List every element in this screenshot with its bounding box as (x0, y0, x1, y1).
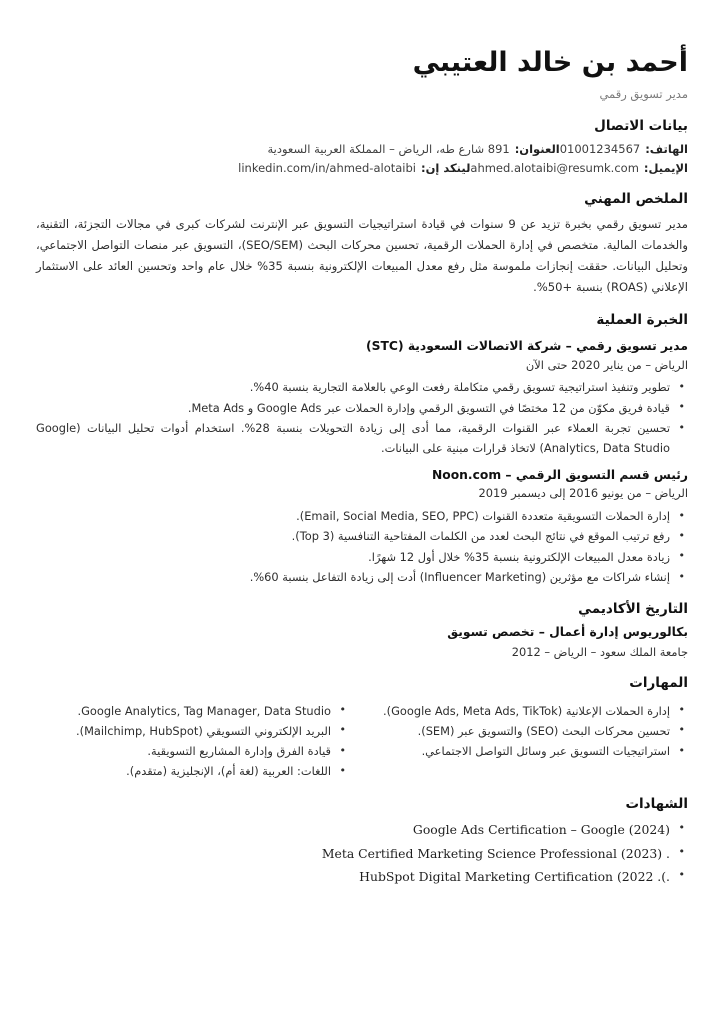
education-degree: بكالوريوس إدارة أعمال – تخصص تسويق (447, 624, 688, 639)
contact-address (36, 140, 560, 159)
experience-bullet-list (36, 377, 688, 458)
experience-bullet: • زيادة معدل المبيعات الإلكترونية بنسبة 35% خلال أول 12 شهرًا. (36, 547, 688, 567)
summary-text: مدير تسويق رقمي بخبرة تزيد عن 9 سنوات في قيادة استراتيجيات التسويق عبر الإنترنت لشركات كبرى في مجالات التجزئة، التقنية، والخدمات المالية. متخصص في إدارة الحملات الرقمية، تحسين محركات البحث (SEO/SEM)، التسويق عبر منصات التواصل الاجتماعي، وتحليل البيانات. حققت إنجازات ملموسة مثل رفع معدل المبيعات الإلكترونية بنسبة 35% خلال عام واحد وتحسين العائد على الاستثمار الإعلاني (ROAS) بنسبة +50%. (36, 217, 689, 295)
contact-row (36, 159, 688, 178)
experience-bullet: • قيادة فريق مكوّن من 12 مختصًا في التسويق الرقمي وإدارة الحملات عبر Google Ads و Meta Ads. (36, 398, 688, 418)
skill-item: • اللغات: العربية (لغة أم)، الإنجليزية (متقدم). (36, 761, 349, 781)
experience-bullet: • رفع ترتيب الموقع في نتائج البحث لعدد من الكلمات المفتاحية التنافسية (Top 3). (36, 526, 688, 546)
skills-column-right (375, 698, 688, 782)
skills-columns (36, 698, 688, 782)
contact-email-value[interactable]: ahmed.alotaibi@resumk.com (470, 160, 639, 175)
experience-item (36, 338, 688, 459)
section-experience (36, 312, 688, 587)
skill-item: • Google Analytics, Tag Manager, Data Studio. (36, 701, 349, 721)
experience-bullet: • تحسين تجربة العملاء عبر القنوات الرقمية، مما أدى إلى زيادة التحويلات بنسبة 28%. استخدام أدوات تحليل البيانات (Google Analytics, Data Studio) لاتخاذ قرارات مبنية على البيانات. (36, 418, 688, 459)
education-meta: جامعة الملك سعود – الرياض – 2012 (511, 644, 688, 659)
skill-item: • استراتيجيات التسويق عبر وسائل التواصل الاجتماعي. (375, 741, 688, 761)
contact-linkedin-label: لينكد إن: (420, 160, 471, 175)
experience-bullet: • تطوير وتنفيذ استراتيجية تسويق رقمي متكاملة رفعت الوعي بالعلامة التجارية بنسبة 40%. (36, 377, 688, 397)
contact-phone-value: 01001234567 (559, 142, 641, 157)
resume-header (36, 46, 688, 102)
experience-bullet: • إدارة الحملات التسويقية متعددة القنوات (Email, Social Media, SEO, PPC). (36, 506, 688, 526)
contact-linkedin (36, 159, 470, 178)
contact-address-label: العنوان: (514, 142, 560, 157)
skill-item: • قيادة الفرق وإدارة المشاريع التسويقية. (36, 741, 349, 761)
experience-meta: الرياض – من يناير 2020 حتى الآن (525, 357, 688, 372)
experience-heading: رئيس قسم التسويق الرقمي – Noon.com (431, 467, 688, 482)
contact-address-value: 891 شارع طه، الرياض – المملكة العربية السعودية (267, 142, 510, 157)
certification-item: • Meta Certified Marketing Science Professional (2023) . (36, 842, 688, 866)
certification-item: • Google Ads Certification – Google (2024) (36, 818, 688, 842)
section-title-education: التاريخ الأكاديمي (578, 601, 688, 618)
section-title-skills: المهارات (629, 674, 688, 691)
contact-linkedin-value[interactable]: linkedin.com/in/ahmed-alotaibi (238, 160, 416, 175)
skills-list-left (36, 701, 349, 782)
contact-phone (560, 140, 688, 159)
experience-heading: مدير تسويق رقمي – شركة الاتصالات السعودية (STC) (366, 338, 688, 353)
experience-bullet: • إنشاء شراكات مع مؤثرين (Influencer Marketing) أدت إلى زيادة التفاعل بنسبة 60%. (36, 567, 688, 587)
certifications-list (36, 818, 688, 889)
section-contact (36, 118, 688, 178)
section-title-summary: الملخص المهني (584, 191, 688, 208)
experience-bullet-list (36, 506, 688, 587)
experience-item (36, 467, 688, 588)
section-certifications (36, 796, 688, 889)
contact-email-label: الإيميل: (643, 160, 688, 175)
skills-list-right (375, 701, 688, 762)
skills-column-left (36, 698, 349, 782)
candidate-job-title: مدير تسويق رقمي (599, 86, 688, 101)
section-title-certifications: الشهادات (625, 795, 688, 812)
section-summary (36, 191, 688, 298)
contact-phone-label: الهاتف: (645, 142, 688, 157)
certification-item: • HubSpot Digital Marketing Certification (2022 .(. (36, 865, 688, 889)
candidate-name: أحمد بن خالد العتيبي (412, 47, 688, 78)
contact-email (470, 159, 688, 178)
experience-meta: الرياض – من يونيو 2016 إلى ديسمبر 2019 (478, 486, 688, 501)
skill-item: • إدارة الحملات الإعلانية (Google Ads, Meta Ads, TikTok). (375, 701, 688, 721)
contact-row (36, 140, 688, 159)
section-title-experience: الخبرة العملية (596, 312, 688, 329)
section-title-contact: بيانات الاتصال (594, 117, 688, 134)
section-education (36, 601, 688, 661)
skill-item: • تحسين محركات البحث (SEO) والتسويق عبر (SEM). (375, 721, 688, 741)
skill-item: • البريد الإلكتروني التسويقي (Mailchimp, HubSpot). (36, 721, 349, 741)
section-skills (36, 675, 688, 782)
